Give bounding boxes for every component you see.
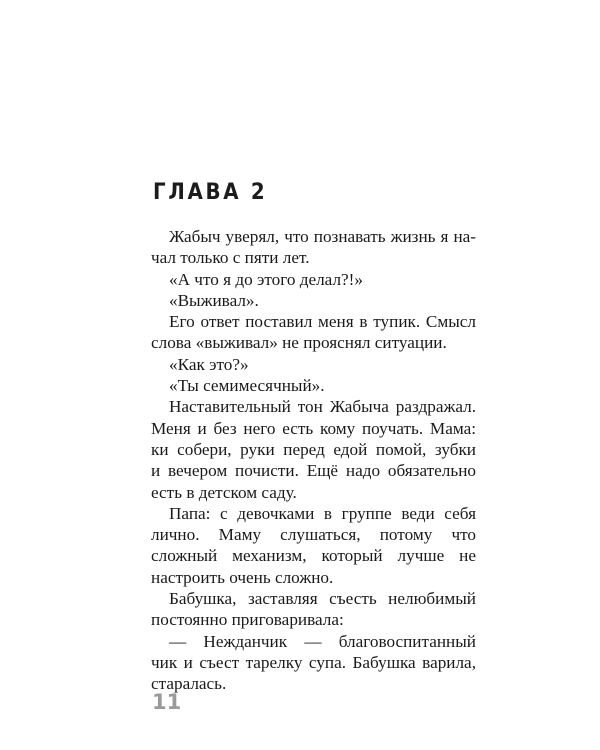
- text-line: Наставительный тон Жабыча раздражал.: [169, 397, 476, 417]
- text-line: ки собери, руки перед едой помой, зубки: [151, 439, 476, 459]
- text-line: «Ты семимесячный».: [169, 376, 325, 396]
- text-line: — Нежданчик — благовоспитанный: [169, 631, 476, 651]
- text-line: Жабыч уверял, что познавать жизнь я на-: [169, 227, 476, 246]
- text-line: Его ответ поставил меня в тупик. Смысл: [169, 312, 476, 332]
- text-line: Бабушка, заставляя съесть нелюбимый: [169, 589, 476, 609]
- text-line: лично. Маму слушаться, потому что: [151, 525, 476, 545]
- page-number: 11: [152, 690, 182, 714]
- text-line: есть в детском саду.: [151, 482, 297, 502]
- text-line: «Выживал».: [169, 290, 259, 310]
- text-line: Меня и без него есть кому поучать. Мама:: [151, 418, 476, 438]
- text-line: чик и съест тарелку супа. Бабушка варила,: [151, 652, 476, 672]
- text-line: слова «выживал» не прояснял ситуации.: [151, 333, 447, 353]
- text-line: настроить очень сложно.: [151, 567, 334, 587]
- text-line: «Как это?»: [169, 354, 249, 374]
- text-line: «А что я до этого делал?!»: [169, 269, 363, 289]
- text-line: чал только с пяти лет.: [151, 248, 310, 268]
- text-line: старалась.: [151, 674, 227, 694]
- text-line: постоянно приговаривала:: [151, 610, 344, 630]
- chapter-title: ГЛАВА 2: [153, 180, 268, 205]
- text-line: сложный механизм, который лучше не: [151, 546, 476, 566]
- chapter-text: [151, 226, 476, 695]
- text-line: Папа: с девочками в группе веди себя: [169, 503, 476, 523]
- text-line: и вечером почисти. Ещё надо обязательно: [151, 461, 476, 481]
